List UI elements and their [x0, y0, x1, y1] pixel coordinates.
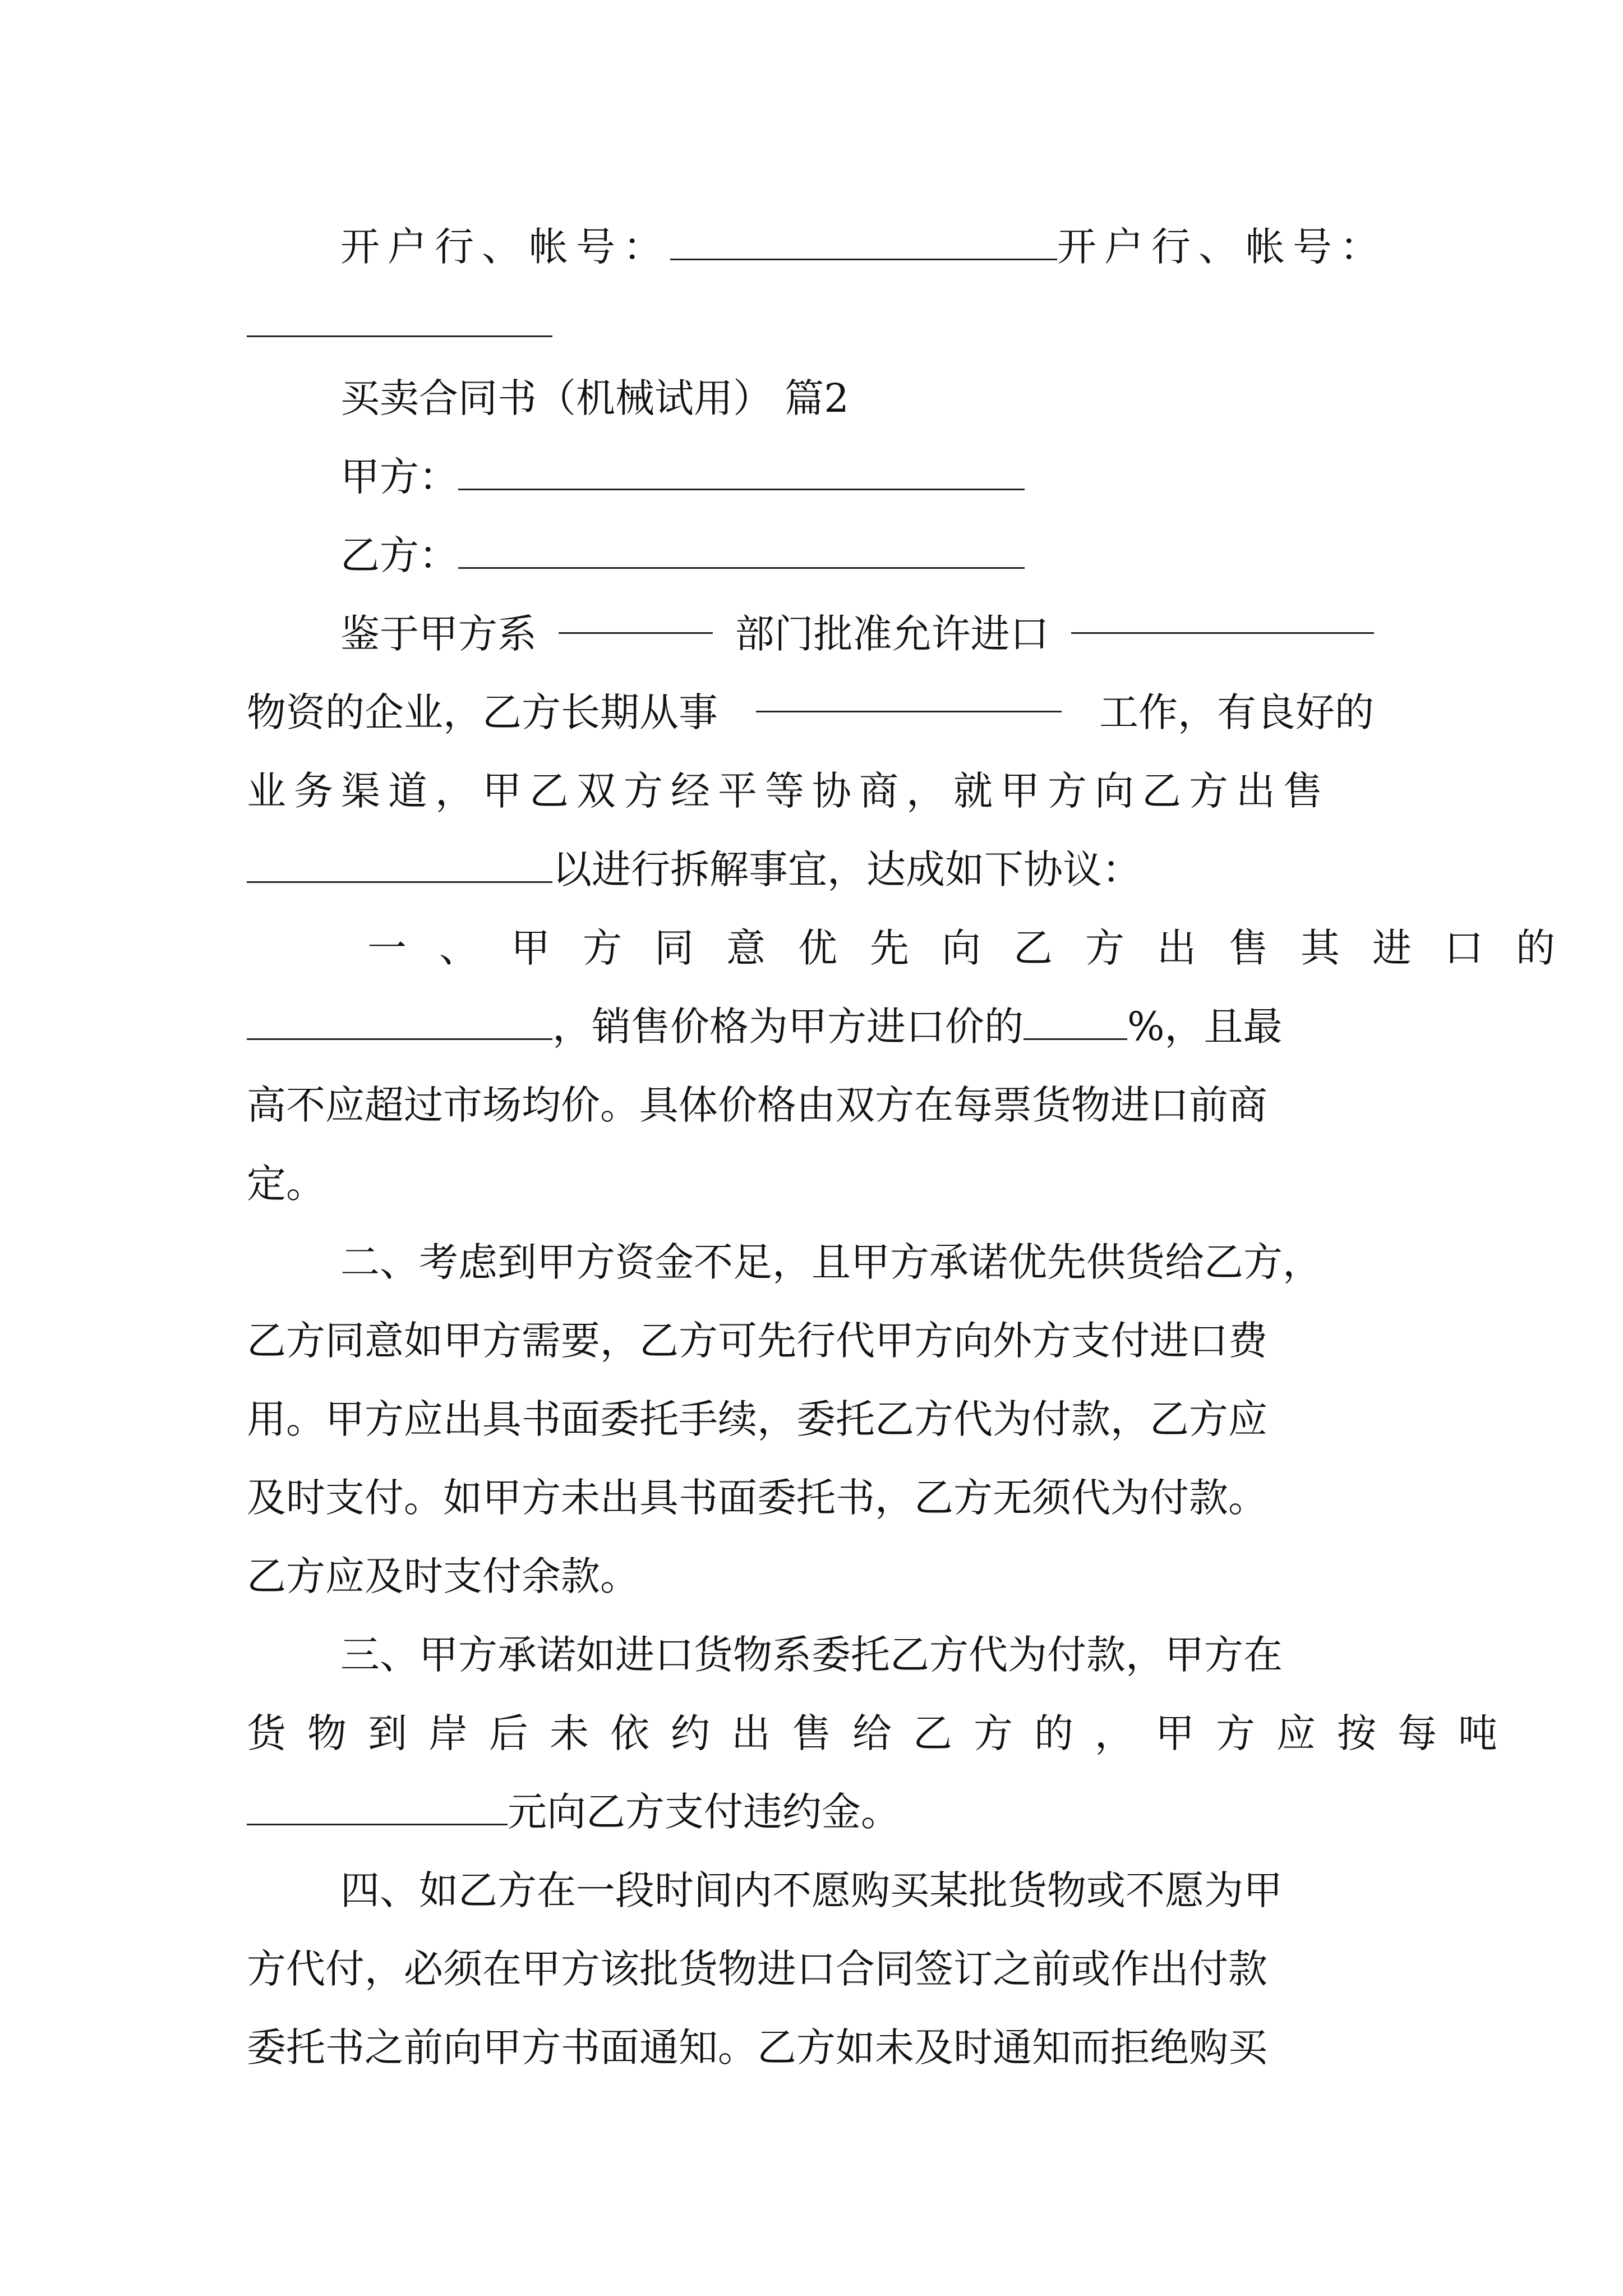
preamble-text: 工作，有良好的 — [1099, 689, 1374, 735]
party-a-line — [340, 438, 1374, 516]
clause-4-line: 委托书之前向甲方书面通知。乙方如未及时通知而拒绝购买 — [247, 2024, 1267, 2070]
preamble-line — [247, 830, 1374, 909]
clause-2-line: 二、考虑到甲方资金不足，且甲方承诺优先供货给乙方， — [340, 1239, 1322, 1285]
party-b-label: 乙方： — [340, 532, 458, 578]
clause-2-line: 乙方应及时支付余款。 — [247, 1553, 639, 1599]
approving-dept-blank — [559, 595, 713, 634]
preamble-line — [340, 595, 1374, 673]
preamble-text: 部门批准允许进口 — [735, 611, 1049, 657]
bank-account-label: 开户行、帐号： — [340, 224, 670, 270]
clause-text: ，销售价格为甲方进口价的 — [552, 1004, 1023, 1050]
preamble-text: 鉴于甲方系 — [340, 611, 537, 657]
percentage-blank — [1023, 1001, 1127, 1041]
preamble-text: 以进行拆解事宜，达成如下协议： — [552, 846, 1141, 892]
bank-account-label: 开户行、帐号： — [1057, 224, 1387, 270]
clause-2-line: 用。甲方应出具书面委托手续，委托乙方代为付款，乙方应 — [247, 1396, 1267, 1442]
clause-text: %，且最 — [1127, 1004, 1283, 1050]
party-b-line — [340, 516, 1374, 595]
bank-account-line — [340, 208, 1387, 286]
preamble-line — [247, 673, 1374, 752]
clause-4-line: 方代付，必须在甲方该批货物进口合同签订之前或作出付款 — [247, 1946, 1267, 1992]
clause-1-line: 一、甲方同意优先向乙方出售其进口的 — [367, 925, 1588, 971]
goods-name-blank — [247, 1001, 552, 1041]
sale-item-blank — [247, 844, 552, 884]
clause-2-line: 乙方同意如甲方需要，乙方可先行代甲方向外方支付进口费 — [247, 1318, 1267, 1364]
clause-3-line: 货物到岸后未依约出售给乙方的，甲方应按每吨 — [247, 1710, 1519, 1756]
goods-blank — [1071, 595, 1374, 634]
clause-1-line: 高不应超过市场均价。具体价格由双方在每票货物进口前商 — [247, 1082, 1267, 1128]
business-blank — [756, 673, 1062, 712]
penalty-amount-blank — [247, 1787, 508, 1826]
clause-3-line — [247, 1773, 1374, 1851]
party-b-blank — [458, 530, 1025, 569]
clause-text: 元向乙方支付违约金。 — [508, 1789, 900, 1835]
preamble-text: 物资的企业，乙方长期从事 — [247, 689, 718, 735]
clause-1-line — [247, 987, 1374, 1066]
clause-1-line: 定。 — [247, 1161, 325, 1207]
bank-account-blank — [670, 222, 1057, 261]
bank-account-blank — [247, 335, 552, 337]
party-a-blank — [458, 452, 1025, 491]
clause-4-line: 四、如乙方在一段时间内不愿购买某批货物或不愿为甲 — [340, 1867, 1283, 1913]
clause-3-line: 三、甲方承诺如进口货物系委托乙方代为付款，甲方在 — [340, 1632, 1283, 1678]
party-a-label: 甲方： — [340, 454, 458, 500]
preamble-line: 业务渠道，甲乙双方经平等协商，就甲方向乙方出售 — [247, 768, 1330, 814]
clause-2-line: 及时支付。如甲方未出具书面委托书，乙方无须代为付款。 — [247, 1475, 1267, 1521]
section-title: 买卖合同书（机械试用） 篇2 — [340, 375, 849, 421]
